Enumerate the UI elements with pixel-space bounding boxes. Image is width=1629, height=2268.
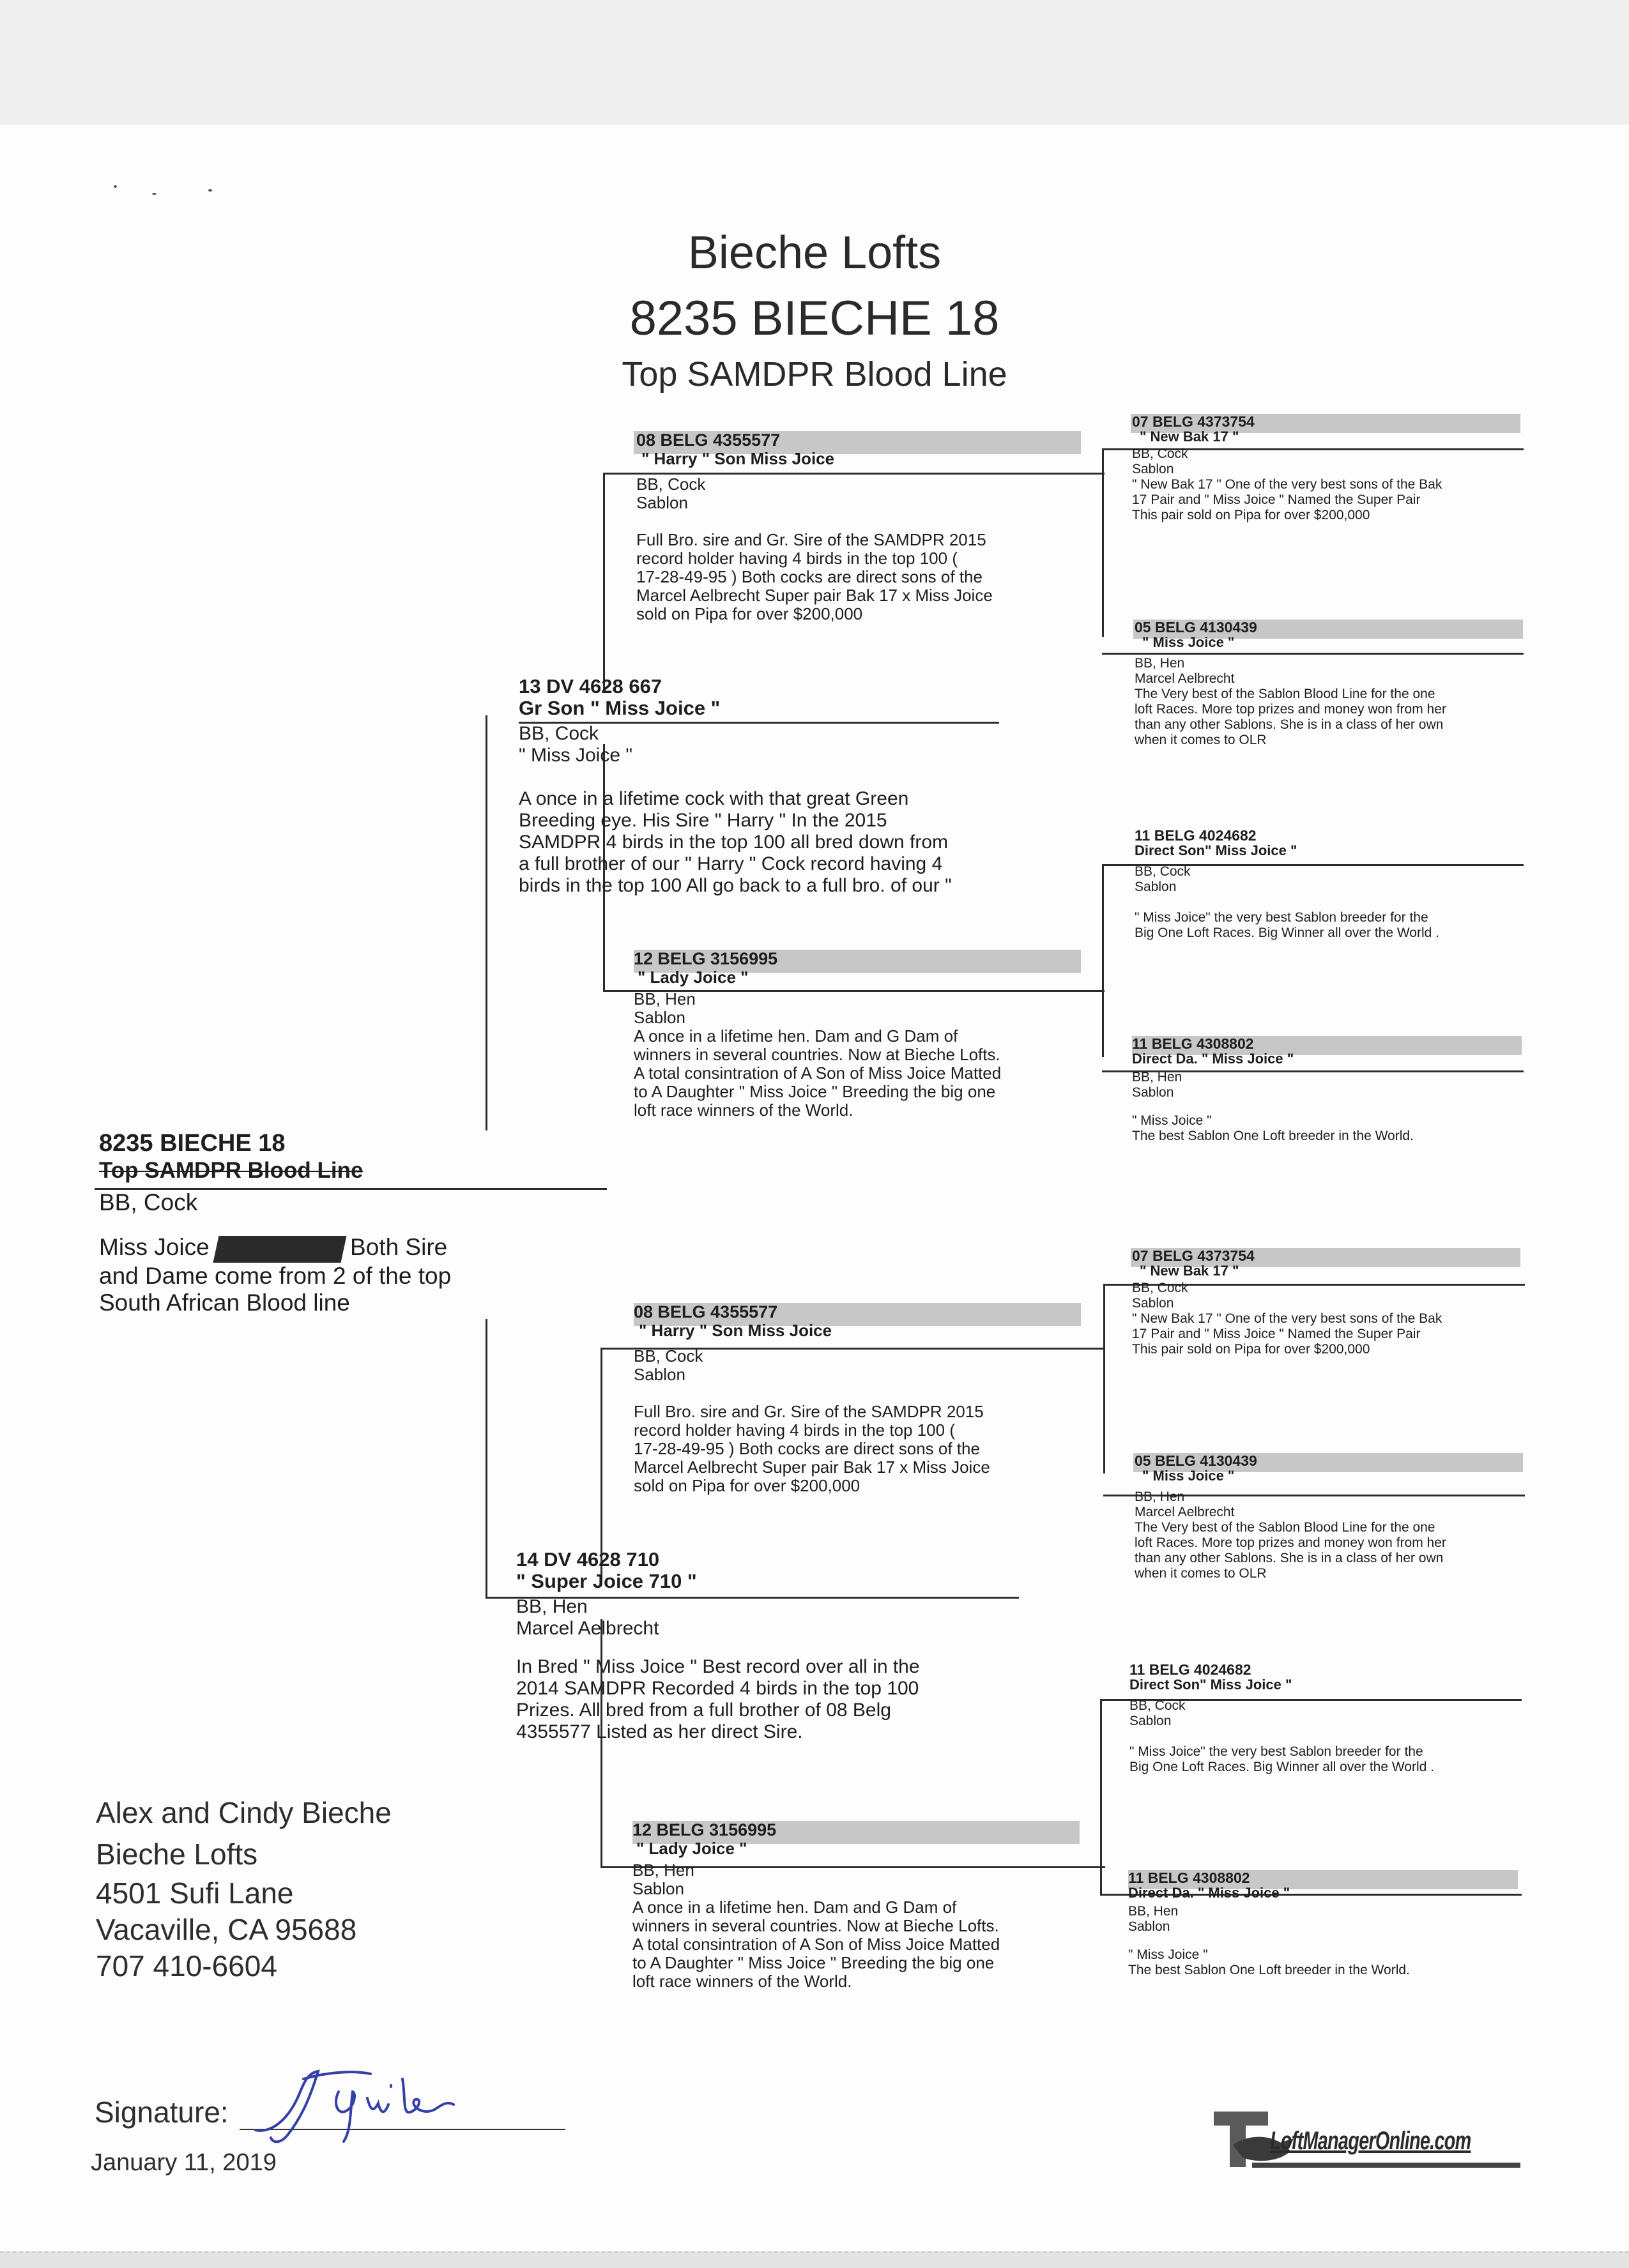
directda-notes [1128,1947,1518,1978]
lady-note-line: to A Daughter " Miss Joice " Breeding the big one [634,1082,996,1101]
lady-note-line: to A Daughter " Miss Joice " Breeding the big one [632,1953,995,1972]
sire-line2: " Miss Joice " [519,745,632,766]
missjoice-line2: Marcel Aelbrecht [1135,671,1235,686]
owner-loft: Bieche Lofts [96,1838,258,1871]
harry-id: 08 BELG 4355577 [636,430,781,450]
directda-note-line: " Miss Joice " [1128,1947,1208,1962]
missjoice-id: 05 BELG 4130439 [1135,1452,1257,1469]
harry-note-line: Full Bro. sire and Gr. Sire of the SAMDPR 2015 [636,530,986,549]
harry-notes [634,1403,1081,1495]
missjoice-note-line: than any other Sablons. She is in a class of her own [1135,1551,1444,1565]
newbak-notes [1132,1311,1522,1357]
missjoice-line2: Marcel Aelbrecht [1135,1505,1235,1519]
harry-name: " Harry " Son Miss Joice [641,449,835,468]
directda-note-line: The best Sablon One Loft breeder in the World. [1128,1963,1410,1977]
dam-note-line: 2014 SAMDPR Recorded 4 birds in the top 100 [516,1678,919,1699]
dam-note-line: 4355577 Listed as her direct Sire. [516,1721,803,1742]
missjoice-note-line: loft Races. More top prizes and money won from her [1135,1535,1446,1550]
harry-note-line: sold on Pipa for over $200,000 [636,604,863,623]
missjoice-notes [1135,1520,1524,1581]
connector-lady-1 [1102,865,1104,1057]
missjoice-note-line: than any other Sablons. She is in a class of her own [1135,717,1444,732]
subject-entry [99,1129,559,1316]
harry-line2: Sablon [636,493,688,512]
dam-line2: Marcel Aelbrecht [516,1618,659,1639]
lady-name: " Lady Joice " [638,968,749,987]
missjoice-color-sex: BB, Hen [1135,656,1185,671]
newbak-note-line: " New Bak 17 " One of the very best sons of the Bak [1132,1311,1442,1326]
directda-line2: Sablon [1132,1085,1174,1100]
directda-note-line: " Miss Joice " [1132,1113,1212,1128]
directda-name: Direct Da. " Miss Joice " [1128,1885,1290,1901]
harry-id: 08 BELG 4355577 [634,1302,778,1321]
connector-lady-2 [1100,1699,1102,1894]
harry-line2: Sablon [634,1365,685,1384]
newbak-color-sex: BB, Cock [1132,446,1188,461]
directda-entry-1 [1132,1036,1522,1144]
directson-color-sex: BB, Cock [1135,864,1191,879]
missjoice-note-line: loft Races. More top prizes and money won from her [1135,702,1446,717]
directson-note-line: " Miss Joice" the very best Sablon breeder for the [1135,910,1428,925]
directson-id: 11 BELG 4024682 [1129,1661,1251,1678]
directda-color-sex: BB, Hen [1128,1904,1179,1919]
missjoice-entry-2 [1135,1453,1524,1581]
directson-color-sex: BB, Cock [1129,1698,1186,1713]
lady-note-line: winners in several countries. Now at Bieche Lofts. [632,1916,999,1935]
directda-id: 11 BELG 4308802 [1132,1035,1254,1052]
owner-phone: 707 410-6604 [96,1949,277,1983]
harry-note-line: Marcel Aelbrecht Super pair Bak 17 x Miss Joice [636,586,993,605]
connector-subject-sire [486,715,487,1130]
lady-notes [634,1027,1081,1120]
missjoice-note-line: The Very best of the Sablon Blood Line for the one [1135,687,1435,701]
newbak-id: 07 BELG 4373754 [1132,413,1255,430]
dam-note-line: In Bred " Miss Joice " Best record over all in the [516,1656,920,1677]
newbak-line2: Sablon [1132,462,1174,476]
lady-color-sex: BB, Hen [632,1861,694,1880]
missjoice-entry-1 [1135,620,1524,748]
directson-line2: Sablon [1135,879,1177,894]
directson-entry-2 [1129,1662,1519,1775]
directson-note-line: " Miss Joice" the very best Sablon breeder for the [1129,1744,1423,1759]
sire-notes [519,788,1004,897]
subject-id: 8235 BIECHE 18 [99,1130,286,1157]
newbak-note-line: 17 Pair and " Miss Joice " Named the Super Pair [1132,492,1421,507]
bloodline-subtitle: Top SAMDPR Blood Line [622,355,1007,393]
dam-entry [516,1549,1014,1743]
harry-note-line: sold on Pipa for over $200,000 [634,1476,860,1495]
handwritten-signature [243,2053,486,2149]
sire-note-line: A once in a lifetime cock with that great Green [519,788,909,809]
sire-note-line: birds in the top 100 All go back to a full bro. of our " [519,875,952,896]
missjoice-id: 05 BELG 4130439 [1135,619,1257,635]
lady-notes [632,1898,1080,1991]
missjoice-color-sex: BB, Hen [1135,1489,1185,1504]
sire-note-line: a full brother of our " Harry " Cock record having 4 [519,853,943,874]
harry-color-sex: BB, Cock [634,1346,703,1366]
sire-note-line: SAMDPR 4 birds in the top 100 all bred down from [519,832,948,853]
harry-note-line: Full Bro. sire and Gr. Sire of the SAMDPR 2015 [634,1402,984,1421]
lady-note-line: loft race winners of the World. [634,1100,853,1120]
dam-note-line: Prizes. All bred from a full brother of 08 Belg [516,1700,891,1721]
lady-note-line: A total consintration of A Son of Miss Joice Matted [632,1935,1000,1954]
dam-name: " Super Joice 710 " [516,1570,697,1592]
directda-id: 11 BELG 4308802 [1128,1869,1250,1886]
directson-note-line: Big One Loft Races. Big Winner all over the World . [1129,1760,1434,1774]
signature-label: Signature: [95,2096,229,2129]
directda-name: Direct Da. " Miss Joice " [1132,1051,1294,1067]
directda-note-line: The best Sablon One Loft breeder in the World. [1132,1129,1414,1143]
logo-text: LoftManagerOnline.com [1270,2127,1471,2155]
newbak-name: " New Bak 17 " [1140,1263,1239,1279]
signature-date: January 11, 2019 [91,2149,277,2176]
lady-id: 12 BELG 3156995 [632,1820,777,1839]
harry-note-line: 17-28-49-95 ) Both cocks are direct sons of the [636,567,983,586]
lady-entry-dam-side [632,1821,1080,1991]
subject-note-line: South African Blood line [99,1290,350,1316]
directson-notes [1129,1744,1519,1775]
missjoice-note-line: when it comes to OLR [1135,1566,1267,1581]
newbak-entry-2 [1132,1248,1522,1357]
connector-harry-1 [1102,448,1104,637]
sire-note-line: Breeding eye. His Sire " Harry " In the 2015 [519,810,887,831]
harry-notes [636,531,1083,623]
harry-entry-dam-side [634,1303,1081,1495]
directson-entry-1 [1135,828,1524,941]
connector-sire-harry [603,473,605,693]
sire-entry [519,676,1004,897]
sire-name: Gr Son " Miss Joice " [519,697,721,719]
newbak-name: " New Bak 17 " [1140,429,1239,445]
missjoice-notes [1135,687,1524,748]
lady-note-line: winners in several countries. Now at Bieche Lofts. [634,1045,1000,1064]
connector-subject-dam [486,1319,487,1597]
connector-harry-2 [1103,1284,1105,1473]
lady-id: 12 BELG 3156995 [634,949,778,968]
directson-name: Direct Son" Miss Joice " [1135,842,1297,858]
subject-notes [99,1234,559,1316]
directda-notes [1132,1113,1522,1144]
harry-note-line: record holder having 4 birds in the top 100 ( [636,549,958,568]
connector-dam-harry [600,1348,602,1581]
subject-note-line: Miss Joice [99,1234,210,1260]
lady-line2: Sablon [634,1008,685,1027]
directson-notes [1135,910,1524,941]
directson-id: 11 BELG 4024682 [1135,827,1257,844]
directson-note-line: Big One Loft Races. Big Winner all over the World . [1135,925,1439,940]
directda-line2: Sablon [1128,1919,1170,1934]
subject-color-sex: BB, Cock [99,1189,198,1215]
missjoice-name: " Miss Joice " [1142,634,1235,650]
harry-note-line: Marcel Aelbrecht Super pair Bak 17 x Miss Joice [634,1457,990,1477]
dust-speck [152,193,157,195]
owner-street: 4501 Sufi Lane [96,1876,294,1910]
dust-speck [114,185,117,188]
lady-line2: Sablon [632,1879,684,1898]
newbak-entry-1 [1132,414,1522,523]
bird-id-title: 8235 BIECHE 18 [629,291,1000,346]
sire-id: 13 DV 4628 667 [519,675,662,697]
lady-color-sex: BB, Hen [634,989,696,1008]
subject-note-line: Both Sire [350,1234,448,1260]
missjoice-note-line: when it comes to OLR [1135,733,1267,747]
newbak-note-line: This pair sold on Pipa for over $200,000 [1132,508,1370,522]
subject-note-line: and Dame come from 2 of the top [99,1263,452,1289]
missjoice-note-line: The Very best of the Sablon Blood Line for the one [1135,1520,1435,1535]
dust-speck [208,189,212,192]
directson-line2: Sablon [1129,1714,1172,1728]
harry-note-line: record holder having 4 birds in the top 100 ( [634,1420,955,1440]
directda-color-sex: BB, Hen [1132,1070,1182,1085]
struck-out-text: X Aflons Klazs [213,1236,347,1263]
lady-entry-sire-side [634,950,1081,1120]
sire-color-sex: BB, Cock [519,723,599,744]
lady-note-line: loft race winners of the World. [632,1972,852,1991]
newbak-note-line: 17 Pair and " Miss Joice " Named the Super Pair [1132,1327,1421,1341]
paper-bottom-edge [0,2251,1629,2268]
scanner-top-band [0,0,1629,125]
lady-name: " Lady Joice " [636,1839,747,1858]
owner-name: Alex and Cindy Bieche [96,1796,392,1829]
harry-color-sex: BB, Cock [636,475,706,494]
owner-city: Vacaville, CA 95688 [96,1913,357,1946]
newbak-notes [1132,477,1522,523]
harry-entry-sire-side [636,431,1083,623]
directda-entry-2 [1128,1870,1518,1978]
owner-address [96,1795,392,1984]
subject-name: Top SAMDPR Blood Line [99,1158,363,1183]
newbak-note-line: " New Bak 17 " One of the very best sons of the Bak [1132,477,1442,492]
harry-note-line: 17-28-49-95 ) Both cocks are direct sons of the [634,1439,980,1458]
newbak-id: 07 BELG 4373754 [1132,1247,1255,1264]
lady-note-line: A once in a lifetime hen. Dam and G Dam of [632,1898,957,1917]
newbak-color-sex: BB, Cock [1132,1281,1188,1295]
lady-note-line: A total consintration of A Son of Miss Joice Matted [634,1063,1002,1083]
newbak-line2: Sablon [1132,1296,1174,1311]
directson-name: Direct Son" Miss Joice " [1129,1677,1292,1693]
dam-notes [516,1656,1014,1743]
harry-name: " Harry " Son Miss Joice [639,1321,832,1340]
missjoice-name: " Miss Joice " [1142,1468,1235,1484]
newbak-note-line: This pair sold on Pipa for over $200,000 [1132,1342,1370,1357]
dam-color-sex: BB, Hen [516,1596,588,1617]
lady-note-line: A once in a lifetime hen. Dam and G Dam of [634,1026,958,1046]
dam-id: 14 DV 4628 710 [516,1548,660,1571]
loft-title: Bieche Lofts [687,227,942,278]
